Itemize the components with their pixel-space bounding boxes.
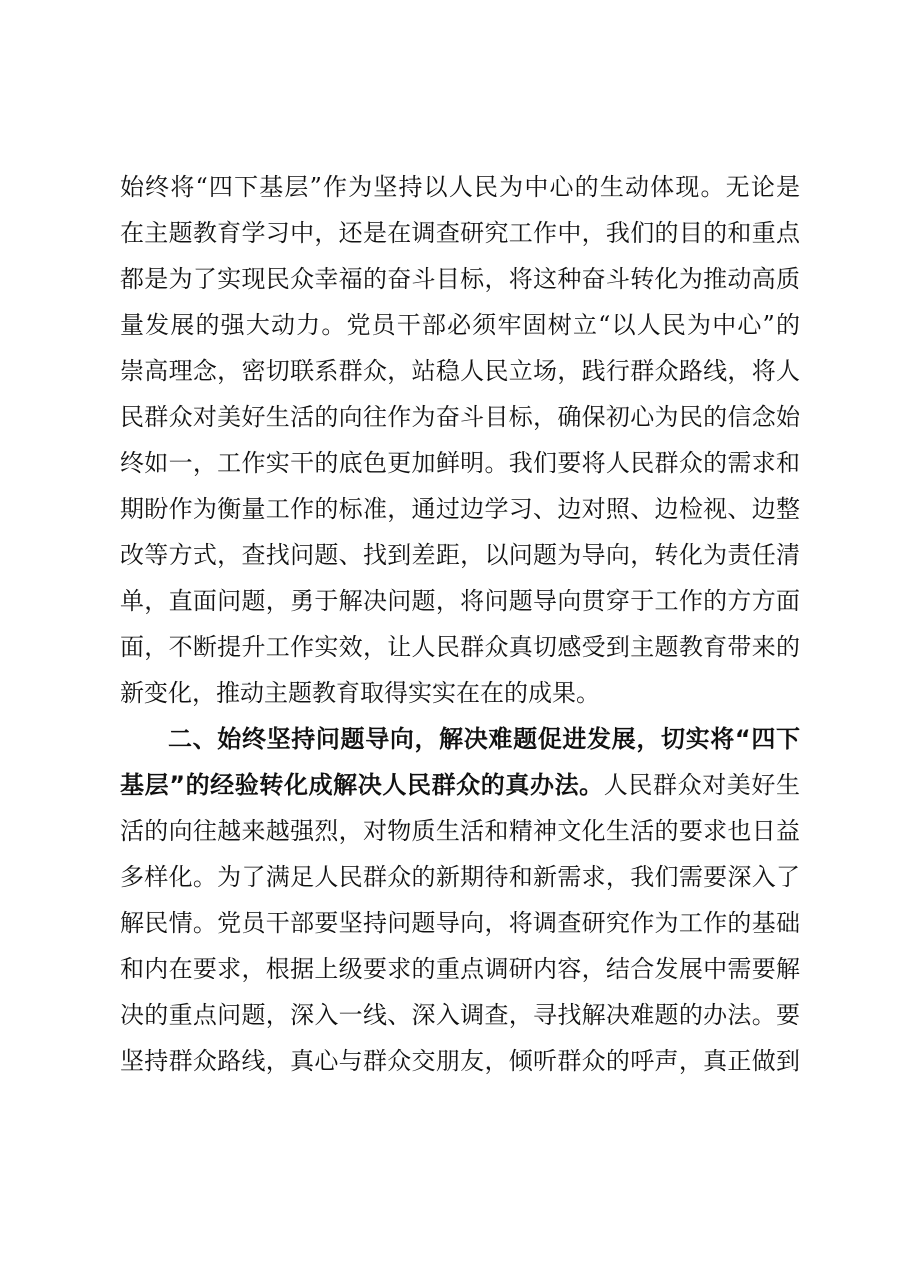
section-heading-continued: 基层”的经验转化成解决人民群众的真办法。 bbox=[120, 771, 604, 799]
paragraph-1 bbox=[120, 164, 800, 716]
paragraph-line: 新变化，推动主题教育取得实实在在的成果。 bbox=[120, 679, 600, 707]
paragraph-line: 量发展的强大动力。党员干部必须牢固树立“以人民为中心”的 bbox=[120, 311, 800, 339]
paragraph-line: 单，直面问题，勇于解决问题，将问题导向贯穿于工作的方方面 bbox=[120, 587, 800, 615]
paragraph-line: 决的重点问题，深入一线、深入调查，寻找解决难题的办法。要 bbox=[120, 1001, 800, 1029]
section-heading-line bbox=[120, 716, 800, 762]
paragraph-line: 改等方式，查找问题、找到差距，以问题为导向，转化为责任清 bbox=[120, 541, 800, 569]
paragraph-line: 在主题教育学习中，还是在调查研究工作中，我们的目的和重点 bbox=[120, 219, 800, 247]
paragraph-line: 解民情。党员干部要坚持问题导向，将调查研究作为工作的基础 bbox=[120, 909, 800, 937]
document-body bbox=[120, 164, 800, 1084]
paragraph-text: 人民群众对美好生 bbox=[603, 771, 801, 799]
paragraph-line: 多样化。为了满足人民群众的新期待和新需求，我们需要深入了 bbox=[120, 863, 800, 891]
paragraph-line: 和内在要求，根据上级要求的重点调研内容，结合发展中需要解 bbox=[120, 955, 800, 983]
paragraph-line: 坚持群众路线，真心与群众交朋友，倾听群众的呼声，真正做到 bbox=[120, 1047, 800, 1075]
paragraph-line: 始终将“四下基层”作为坚持以人民为中心的生动体现。无论是 bbox=[120, 173, 800, 201]
paragraph-line: 崇高理念，密切联系群众，站稳人民立场，践行群众路线，将人 bbox=[120, 357, 800, 385]
paragraph-line: 活的向往越来越强烈，对物质生活和精神文化生活的要求也日益 bbox=[120, 817, 800, 845]
paragraph-line: 终如一，工作实干的底色更加鲜明。我们要将人民群众的需求和 bbox=[120, 449, 800, 477]
paragraph-line bbox=[120, 762, 800, 808]
paragraph-line: 期盼作为衡量工作的标准，通过边学习、边对照、边检视、边整 bbox=[120, 495, 800, 523]
paragraph-2 bbox=[120, 716, 800, 1084]
section-heading: 二、始终坚持问题导向，解决难题促进发展，切实将“四下 bbox=[168, 725, 800, 753]
paragraph-line: 都是为了实现民众幸福的奋斗目标，将这种奋斗转化为推动高质 bbox=[120, 265, 800, 293]
paragraph-line: 面，不断提升工作实效，让人民群众真切感受到主题教育带来的 bbox=[120, 633, 800, 661]
paragraph-line: 民群众对美好生活的向往作为奋斗目标，确保初心为民的信念始 bbox=[120, 403, 800, 431]
